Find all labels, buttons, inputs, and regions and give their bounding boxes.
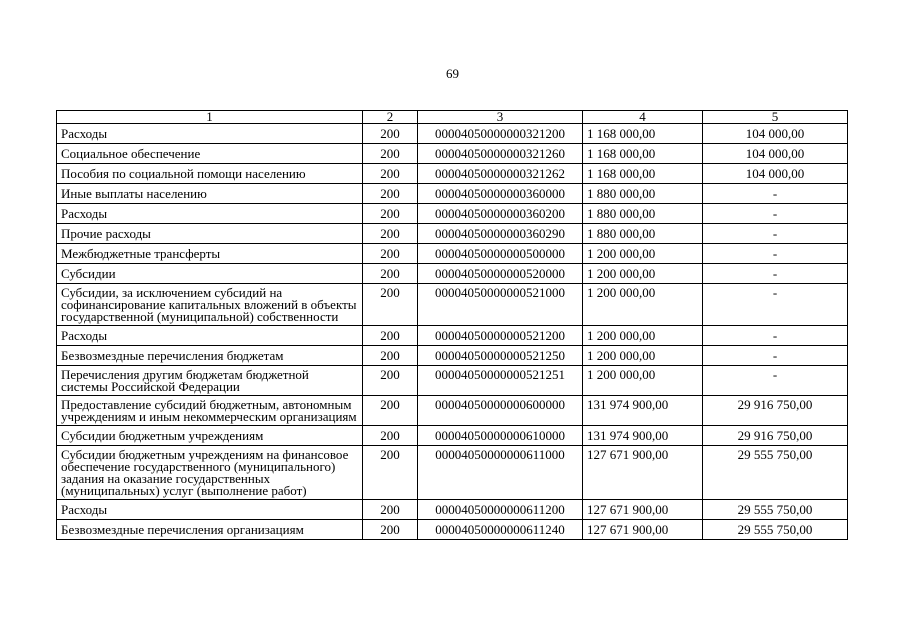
cell-kbk: 00004050000000610000 <box>418 426 583 446</box>
table-row <box>57 520 848 540</box>
cell-name: Расходы <box>57 326 363 346</box>
cell-name: Субсидии, за исключением субсидий на софинансирование капитальных вложений в объекты государственной (муниципальной) собственности <box>57 284 363 326</box>
cell-kbk: 00004050000000600000 <box>418 396 583 426</box>
cell-kbk: 00004050000000521251 <box>418 366 583 396</box>
table-row <box>57 244 848 264</box>
cell-name: Субсидии бюджетным учреждениям <box>57 426 363 446</box>
table-header <box>57 111 848 124</box>
cell-kbk: 00004050000000611240 <box>418 520 583 540</box>
table-row <box>57 204 848 224</box>
cell-amount-2: - <box>703 224 848 244</box>
cell-amount-1: 1 200 000,00 <box>583 346 703 366</box>
header-col-5: 5 <box>703 111 848 124</box>
cell-amount-1: 1 880 000,00 <box>583 224 703 244</box>
table-row <box>57 224 848 244</box>
cell-amount-2: 104 000,00 <box>703 144 848 164</box>
cell-kbk: 00004050000000321262 <box>418 164 583 184</box>
cell-amount-2: - <box>703 204 848 224</box>
cell-code: 200 <box>363 264 418 284</box>
cell-name: Пособия по социальной помощи населению <box>57 164 363 184</box>
table-row <box>57 144 848 164</box>
cell-code: 200 <box>363 244 418 264</box>
cell-code: 200 <box>363 144 418 164</box>
cell-code: 200 <box>363 204 418 224</box>
cell-code: 200 <box>363 426 418 446</box>
cell-code: 200 <box>363 124 418 144</box>
cell-code: 200 <box>363 346 418 366</box>
cell-name: Социальное обеспечение <box>57 144 363 164</box>
table-row <box>57 500 848 520</box>
cell-amount-2: 104 000,00 <box>703 164 848 184</box>
cell-name: Субсидии <box>57 264 363 284</box>
cell-kbk: 00004050000000520000 <box>418 264 583 284</box>
cell-amount-2: - <box>703 366 848 396</box>
cell-amount-2: 104 000,00 <box>703 124 848 144</box>
header-col-1: 1 <box>57 111 363 124</box>
cell-amount-1: 1 168 000,00 <box>583 144 703 164</box>
cell-kbk: 00004050000000360000 <box>418 184 583 204</box>
cell-amount-2: 29 916 750,00 <box>703 396 848 426</box>
cell-amount-2: - <box>703 264 848 284</box>
cell-amount-1: 1 168 000,00 <box>583 164 703 184</box>
cell-kbk: 00004050000000521000 <box>418 284 583 326</box>
cell-amount-1: 1 880 000,00 <box>583 204 703 224</box>
cell-code: 200 <box>363 184 418 204</box>
cell-amount-1: 131 974 900,00 <box>583 426 703 446</box>
cell-amount-1: 1 200 000,00 <box>583 326 703 346</box>
header-col-2: 2 <box>363 111 418 124</box>
cell-name: Расходы <box>57 500 363 520</box>
cell-amount-2: 29 555 750,00 <box>703 500 848 520</box>
cell-amount-1: 1 200 000,00 <box>583 366 703 396</box>
page-number: 69 <box>446 66 459 81</box>
cell-name: Прочие расходы <box>57 224 363 244</box>
table-row <box>57 396 848 426</box>
header-row <box>57 111 848 124</box>
cell-name: Расходы <box>57 204 363 224</box>
table-body <box>57 124 848 540</box>
cell-kbk: 00004050000000611000 <box>418 446 583 500</box>
cell-amount-2: 29 555 750,00 <box>703 520 848 540</box>
cell-kbk: 00004050000000521250 <box>418 346 583 366</box>
cell-amount-2: - <box>703 284 848 326</box>
cell-name: Предоставление субсидий бюджетным, автономным учреждениям и иным некоммерческим организациям <box>57 396 363 426</box>
cell-amount-1: 127 671 900,00 <box>583 446 703 500</box>
cell-name: Межбюджетные трансферты <box>57 244 363 264</box>
table-row <box>57 184 848 204</box>
cell-amount-2: 29 555 750,00 <box>703 446 848 500</box>
table-row <box>57 164 848 184</box>
table-row <box>57 326 848 346</box>
table-row <box>57 446 848 500</box>
cell-code: 200 <box>363 326 418 346</box>
cell-code: 200 <box>363 164 418 184</box>
cell-amount-1: 1 200 000,00 <box>583 264 703 284</box>
cell-amount-1: 131 974 900,00 <box>583 396 703 426</box>
table-row <box>57 264 848 284</box>
cell-kbk: 00004050000000521200 <box>418 326 583 346</box>
cell-code: 200 <box>363 520 418 540</box>
cell-code: 200 <box>363 224 418 244</box>
table-row <box>57 426 848 446</box>
cell-kbk: 00004050000000360200 <box>418 204 583 224</box>
budget-table <box>56 110 848 540</box>
cell-kbk: 00004050000000360290 <box>418 224 583 244</box>
cell-kbk: 00004050000000321200 <box>418 124 583 144</box>
cell-amount-2: - <box>703 346 848 366</box>
cell-name: Субсидии бюджетным учреждениям на финансовое обеспечение государственного (муниципального) задания на оказание государственных (муниципальных) услуг (выполнение работ) <box>57 446 363 500</box>
table-row <box>57 124 848 144</box>
cell-name: Расходы <box>57 124 363 144</box>
cell-code: 200 <box>363 284 418 326</box>
cell-name: Иные выплаты населению <box>57 184 363 204</box>
cell-amount-2: 29 916 750,00 <box>703 426 848 446</box>
cell-name: Перечисления другим бюджетам бюджетной системы Российской Федерации <box>57 366 363 396</box>
cell-code: 200 <box>363 446 418 500</box>
header-col-3: 3 <box>418 111 583 124</box>
cell-amount-2: - <box>703 184 848 204</box>
table-row <box>57 346 848 366</box>
cell-code: 200 <box>363 500 418 520</box>
cell-kbk: 00004050000000500000 <box>418 244 583 264</box>
cell-amount-2: - <box>703 244 848 264</box>
cell-amount-1: 127 671 900,00 <box>583 500 703 520</box>
cell-amount-1: 1 168 000,00 <box>583 124 703 144</box>
cell-amount-1: 1 200 000,00 <box>583 244 703 264</box>
table-row <box>57 284 848 326</box>
cell-kbk: 00004050000000611200 <box>418 500 583 520</box>
cell-name: Безвозмездные перечисления бюджетам <box>57 346 363 366</box>
cell-amount-2: - <box>703 326 848 346</box>
table-row <box>57 366 848 396</box>
cell-code: 200 <box>363 396 418 426</box>
cell-name: Безвозмездные перечисления организациям <box>57 520 363 540</box>
header-col-4: 4 <box>583 111 703 124</box>
cell-kbk: 00004050000000321260 <box>418 144 583 164</box>
cell-code: 200 <box>363 366 418 396</box>
cell-amount-1: 1 200 000,00 <box>583 284 703 326</box>
cell-amount-1: 1 880 000,00 <box>583 184 703 204</box>
cell-amount-1: 127 671 900,00 <box>583 520 703 540</box>
